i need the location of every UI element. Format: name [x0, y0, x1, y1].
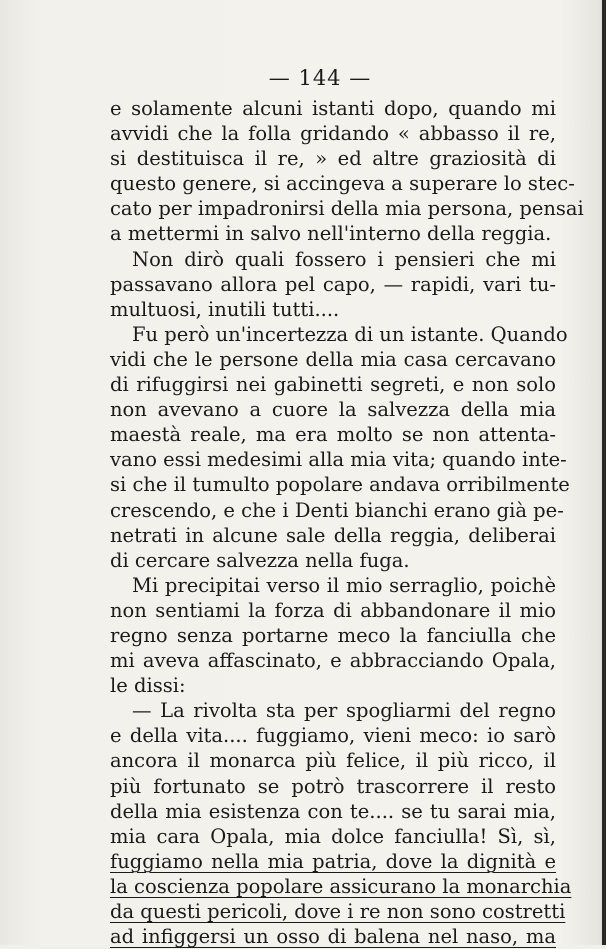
text-line: Fu però un'incertezza di un istante. Quando	[132, 322, 568, 346]
text-line: a mettermi in salvo nell'interno della reggia.	[110, 222, 552, 246]
text-line: fuggiamo nella mia patria, dove la dignità e	[110, 849, 556, 873]
text-line: regno senza portarne meco la fanciulla che	[110, 623, 556, 647]
text-line: Mi precipitai verso il mio serraglio, poichè	[132, 573, 556, 597]
text-line: ad infiggersi un osso di balena nel naso, ma	[110, 925, 556, 949]
text-line: si che il tumulto popolare andava orribilmente	[110, 473, 570, 497]
text-line: di cercare salvezza nella fuga.	[110, 548, 410, 572]
text-line: maestà reale, ma era molto se non attenta-	[110, 423, 556, 447]
text-line: multuosi, inutili tutti....	[110, 297, 340, 321]
text-line: della mia esistenza con te.... se tu sarai mia,	[110, 799, 556, 823]
text-line: e della vita.... fuggiamo, vieni meco: io sarò	[110, 724, 556, 748]
text-line: crescendo, e che i Denti bianchi erano già pe-	[110, 498, 564, 522]
text-line: più fortunato se potrò trascorrere il resto	[110, 774, 556, 798]
text-line: vidi che le persone della mia casa cercavano	[110, 347, 556, 371]
text-line: la coscienza popolare assicurano la monarchia	[110, 874, 572, 898]
page-number: — 144 —	[268, 66, 372, 90]
text-line: le dissi:	[110, 674, 186, 698]
text-line: passavano allora pel capo, — rapidi, vari tu-	[110, 272, 556, 296]
text-line: non avevano a cuore la salvezza della mia	[110, 398, 556, 422]
text-line: Non dirò quali fossero i pensieri che mi	[132, 247, 556, 271]
text-line: ancora il monarca più felice, il più ricco, il	[110, 749, 556, 773]
text-line: di rifuggirsi nei gabinetti segreti, e non solo	[110, 373, 556, 397]
text-line: — La rivolta sta per spogliarmi del regno	[132, 699, 556, 723]
page-edge	[602, 0, 606, 945]
text-line: cato per impadronirsi della mia persona, pensai	[110, 197, 584, 221]
text-line: da questi pericoli, dove i re non sono costretti	[110, 900, 566, 923]
text-line: avvidi che la folla gridando « abbasso il re,	[110, 122, 556, 146]
text-line: mia cara Opala, mia dolce fanciulla! Sì, sì,	[110, 824, 556, 848]
text-line: questo genere, si accingeva a superare lo stec-	[110, 172, 575, 196]
body-text	[110, 96, 584, 949]
text-line: mi aveva affascinato, e abbracciando Opala,	[110, 649, 556, 673]
text-line: si destituisca il re, » ed altre graziosità di	[110, 147, 556, 171]
text-line: vano essi medesimi alla mia vita; quando inte-	[110, 448, 567, 472]
text-line: e solamente alcuni istanti dopo, quando mi	[110, 97, 556, 120]
text-line: non sentiami la forza di abbandonare il mio	[110, 598, 556, 622]
text-line: netrati in alcune sale della reggia, deliberai	[110, 523, 556, 547]
